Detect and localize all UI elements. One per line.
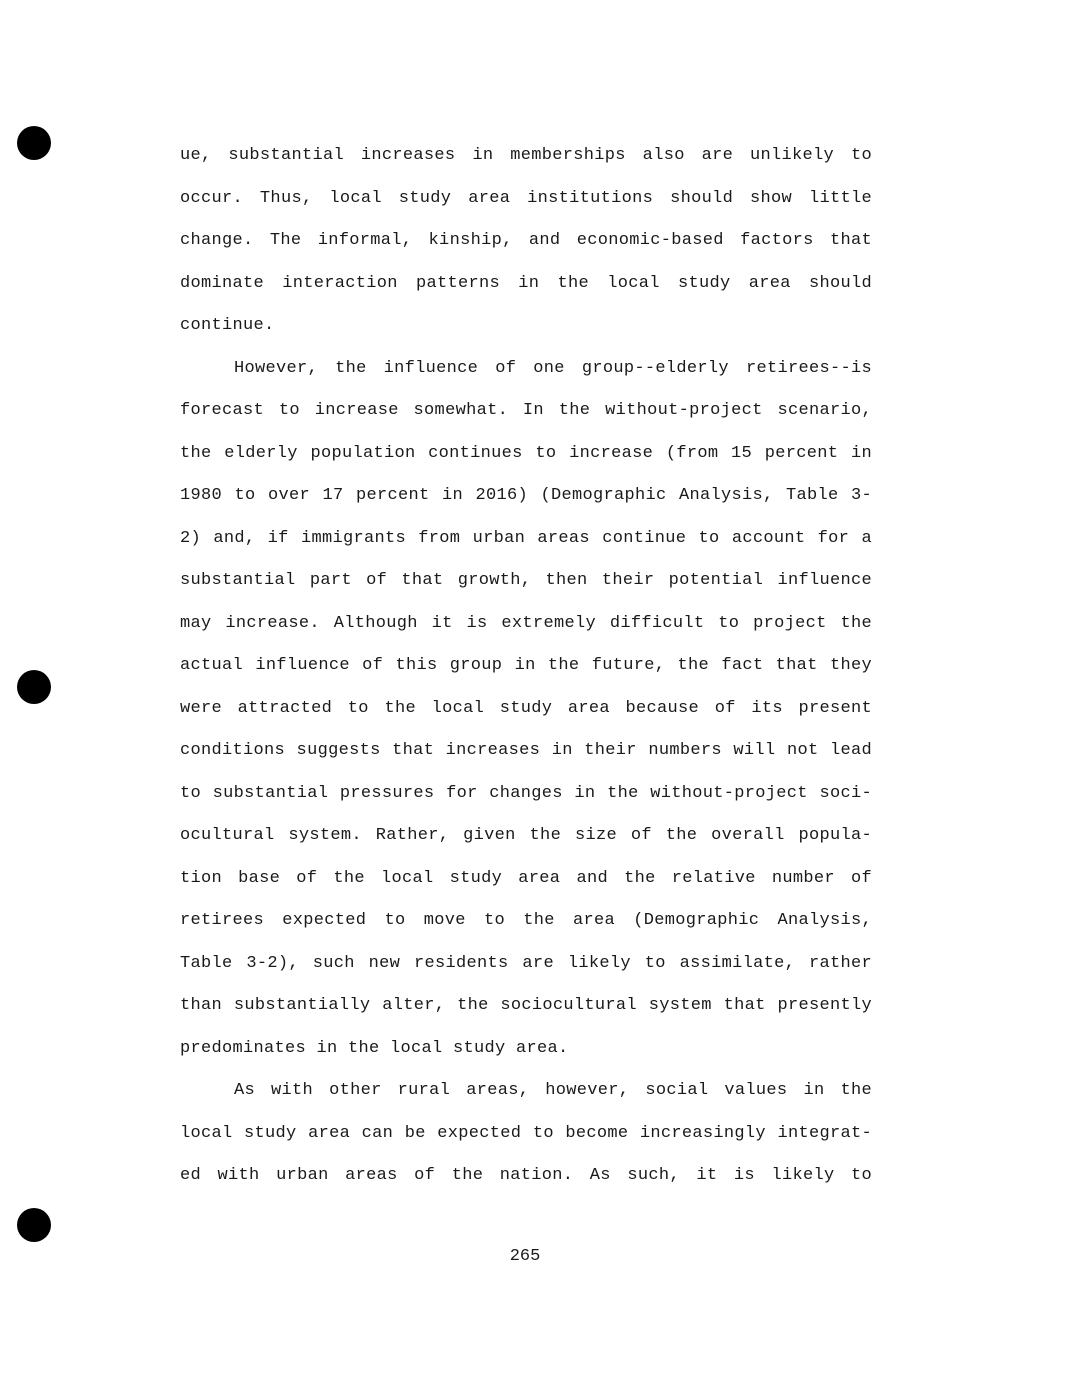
- text-line: As with other rural areas, however, social values in the: [234, 1081, 872, 1100]
- text-line: ocultural system. Rather, given the size of the overall popula-: [180, 826, 872, 845]
- binder-hole-middle: [17, 670, 51, 704]
- text-line: were attracted to the local study area because of its present: [180, 698, 872, 718]
- text-line: the elderly population continues to increase (from 15 percent in: [180, 443, 872, 463]
- text-line: dominate interaction patterns in the local study area should: [180, 273, 872, 293]
- text-line: to substantial pressures for changes in the without-project soci-: [180, 783, 872, 803]
- page-number: 265: [509, 1247, 541, 1266]
- text-line: change. The informal, kinship, and economic-based factors that: [180, 231, 872, 250]
- text-line: continue.: [180, 316, 275, 335]
- text-line: 2) and, if immigrants from urban areas continue to account for a: [180, 528, 872, 548]
- text-line: tion base of the local study area and the relative number of: [180, 868, 872, 888]
- text-line: than substantially alter, the sociocultural system that presently: [180, 996, 872, 1015]
- text-line: ed with urban areas of the nation. As such, it is likely to: [180, 1166, 872, 1185]
- text-line: conditions suggests that increases in their numbers will not lead: [180, 741, 872, 760]
- text-line: retirees expected to move to the area (Demographic Analysis,: [180, 911, 872, 930]
- text-line: may increase. Although it is extremely difficult to project the: [180, 613, 872, 633]
- text-line: 1980 to over 17 percent in 2016) (Demographic Analysis, Table 3-: [180, 486, 872, 505]
- text-line: local study area can be expected to become increasingly integrat-: [180, 1123, 872, 1143]
- text-line: predominates in the local study area.: [180, 1038, 569, 1058]
- body-text: [180, 135, 872, 1198]
- text-line: occur. Thus, local study area institutions should show little: [180, 188, 872, 208]
- text-line: Table 3-2), such new residents are likely to assimilate, rather: [180, 953, 872, 973]
- binder-hole-top: [17, 126, 51, 160]
- binder-hole-bottom: [17, 1208, 51, 1242]
- text-line: actual influence of this group in the future, the fact that they: [180, 656, 872, 675]
- text-line: However, the influence of one group--elderly retirees--is: [234, 358, 872, 378]
- text-line: substantial part of that growth, then their potential influence: [180, 571, 872, 590]
- text-line: forecast to increase somewhat. In the without-project scenario,: [180, 401, 872, 420]
- text-line: ue, substantial increases in memberships also are unlikely to: [180, 146, 872, 165]
